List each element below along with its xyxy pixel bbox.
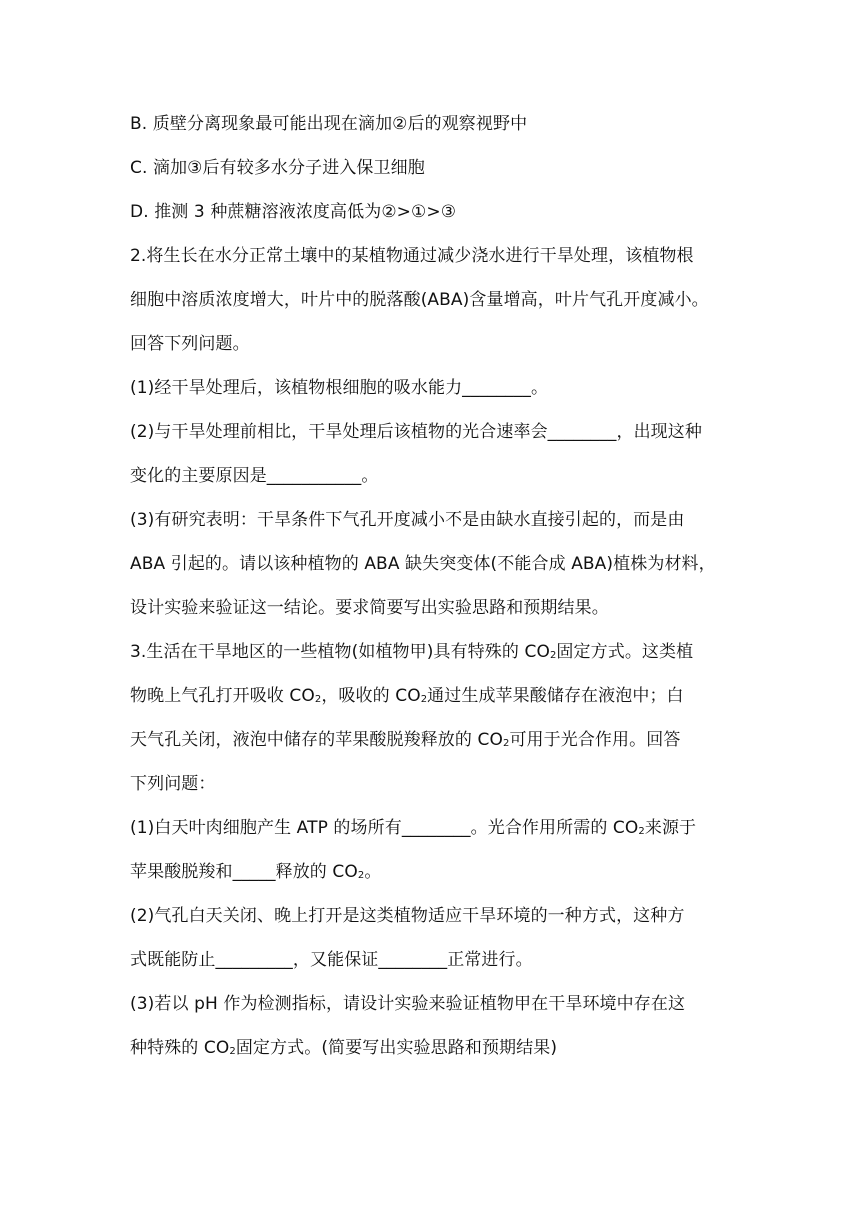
- q3-part-2-line-2: 式既能防止_________，又能保证________正常进行。: [130, 950, 533, 970]
- q3-part-3-line-2: [130, 1026, 730, 1070]
- q3-stem-line-3: [130, 718, 730, 762]
- q2-part-2-line-1: (2)与干旱处理前相比，干旱处理后该植物的光合速率会________，出现这种: [130, 422, 702, 442]
- option-d: D. 推测 3 种蔗糖溶液浓度高低为②>①>③: [130, 202, 457, 222]
- q3-stem-line-1-post: 固定方式。这类植: [556, 642, 694, 662]
- q3-part-1-line-1-b: 来源于: [644, 818, 697, 838]
- co2-subscript: 2: [549, 650, 557, 661]
- q2-part-2-line-2: 变化的主要原因是___________。: [130, 466, 379, 486]
- q3-part-3-line-2-a: 种特殊的 CO: [130, 1038, 230, 1058]
- q3-stem-line-2-c: 通过生成苹果酸储存在液泡中；白: [427, 686, 684, 706]
- q3-part-1-line-2-b: 。: [364, 862, 382, 882]
- q3-stem-line-3-b: 可用于光合作用。回答: [509, 730, 681, 750]
- option-b: B. 质壁分离现象最可能出现在滴加②后的观察视野中: [130, 114, 528, 134]
- q3-stem-line-1: [130, 630, 730, 674]
- q3-stem-line-2: [130, 674, 730, 718]
- q2-part-3-line-2: ABA 引起的。请以该种植物的 ABA 缺失突变体(不能合成 ABA)植株为材料，: [130, 554, 716, 574]
- co2-subscript: 2: [420, 694, 428, 705]
- co2-subscript: 2: [502, 738, 510, 749]
- q2-stem-line-1: 2.将生长在水分正常土壤中的某植物通过减少浇水进行干旱处理，该植物根: [130, 246, 694, 266]
- q2-stem-line-3: 回答下列问题。: [130, 334, 250, 354]
- q3-stem-line-4: 下列问题：: [130, 774, 216, 794]
- q2-stem-line-2: 细胞中溶质浓度增大，叶片中的脱落酸(ABA)含量增高，叶片气孔开度减小。: [130, 290, 709, 310]
- q3-part-1-line-1: [130, 806, 730, 850]
- q3-part-3-line-2-b: 固定方式。(简要写出实验思路和预期结果): [235, 1038, 558, 1058]
- co2-subscript: 2: [638, 826, 645, 837]
- q3-part-1-line-1-a: (1)白天叶肉细胞产生 ATP 的场所有________。光合作用所需的 CO: [130, 818, 639, 838]
- q2-part-3-line-1: (3)有研究表明：干旱条件下气孔开度减小不是由缺水直接引起的，而是由: [130, 510, 685, 530]
- co2-subscript: 2: [229, 1046, 236, 1057]
- q3-stem-line-3-a: 天气孔关闭，液泡中储存的苹果酸脱羧释放的 CO: [130, 730, 503, 750]
- q3-part-2-line-1: (2)气孔白天关闭、晚上打开是这类植物适应干旱环境的一种方式，这种方: [130, 906, 685, 926]
- co2-subscript: 2: [314, 694, 322, 705]
- q3-stem-line-2-b: ，吸收的 CO: [321, 686, 421, 706]
- q2-part-3-line-3: 设计实验来验证这一结论。要求简要写出实验思路和预期结果。: [130, 598, 609, 618]
- q2-part-1: (1)经干旱处理后，该植物根细胞的吸水能力________。: [130, 378, 549, 398]
- q3-stem-line-2-a: 物晚上气孔打开吸收 CO: [130, 686, 315, 706]
- q3-part-1-line-2-a: 苹果酸脱羧和_____释放的 CO: [130, 862, 358, 882]
- option-c: C. 滴加③后有较多水分子进入保卫细胞: [130, 158, 425, 178]
- co2-subscript: 2: [357, 870, 365, 881]
- q3-part-1-line-2: [130, 850, 730, 894]
- document-content: [130, 102, 730, 1070]
- q3-stem-line-1-pre: 3.生活在干旱地区的一些植物(如植物甲)具有特殊的 CO: [130, 642, 550, 662]
- q3-part-3-line-1: (3)若以 pH 作为检测指标，请设计实验来验证植物甲在干旱环境中存在这: [130, 994, 686, 1014]
